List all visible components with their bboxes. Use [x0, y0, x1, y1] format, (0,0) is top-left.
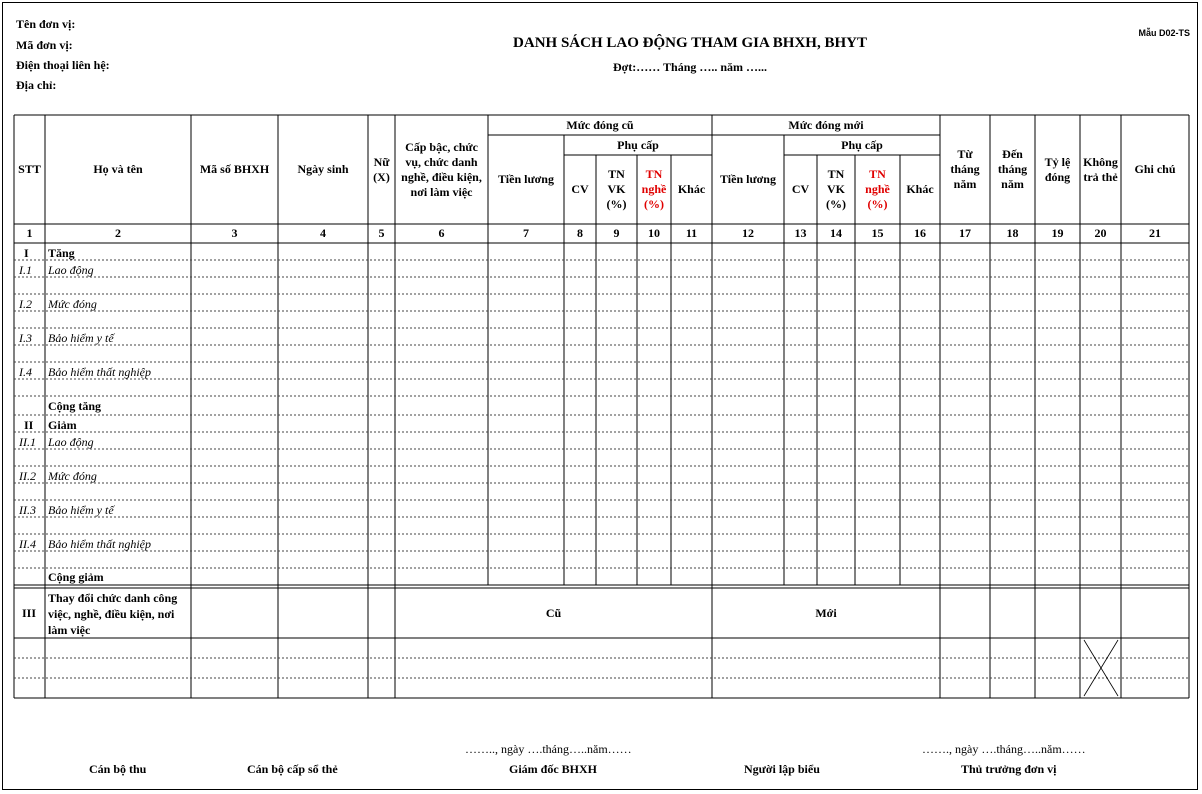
section-roman-change: III: [22, 606, 37, 620]
col-header-to-month: Đến tháng năm: [997, 147, 1028, 191]
col-header-other-new: Khác: [906, 182, 934, 196]
col-header-tnvk-new: TN VK (%): [826, 167, 846, 211]
col-number: 1: [26, 226, 33, 240]
group-header-new: Mức đóng mới: [788, 117, 864, 132]
unit-name-label: Tên đơn vị:: [16, 17, 76, 31]
col-header-position: Cấp bậc, chức vụ, chức danh nghề, điều kiện, nơi làm việc: [401, 139, 482, 199]
col-header-other-old: Khác: [677, 182, 706, 196]
col-header-no-card: Không trả thẻ: [1083, 154, 1118, 184]
col-number: 7: [523, 226, 529, 240]
item-label: Lao động: [48, 263, 94, 277]
col-number: 4: [320, 226, 326, 240]
signer-collector: Cán bộ thu: [89, 762, 147, 776]
col-number: 3: [231, 226, 238, 240]
col-header-from-month: Từ tháng năm: [950, 147, 980, 191]
col-header-note: Ghi chú: [1134, 162, 1176, 176]
col-number: 12: [742, 226, 754, 240]
signer-card-issuer: Cán bộ cấp sổ thẻ: [247, 762, 338, 776]
date-line-left: …….., ngày ….tháng…..năm……: [465, 742, 632, 756]
item-no: II.1: [19, 435, 36, 449]
subgroup-allowance-old: Phụ cấp: [617, 137, 659, 152]
phone-label: Điện thoại liên hệ:: [16, 58, 110, 72]
col-header-female: Nữ (X): [373, 154, 390, 184]
col-number: 19: [1051, 226, 1064, 240]
decrease-total: Cộng giảm: [48, 570, 104, 584]
col-header-salary-old: Tiền lương: [498, 172, 554, 186]
group-header-old: Mức đóng cũ: [566, 117, 634, 132]
col-number: 17: [959, 226, 971, 240]
col-header-tnvk-old: TN VK (%): [606, 167, 627, 211]
col-header-salary-new: Tiền lương: [720, 172, 776, 186]
item-no: I.4: [19, 365, 32, 379]
col-number: 13: [794, 226, 807, 240]
col-number: 11: [685, 226, 698, 240]
section-change: Thay đổi chức danh công việc, nghề, điều kiện, nơi làm việc: [48, 591, 178, 637]
item-label: Bảo hiểm thất nghiệp: [48, 537, 151, 551]
col-number: 8: [577, 226, 583, 240]
change-old-label: Cũ: [545, 605, 562, 620]
subgroup-allowance-new: Phụ cấp: [841, 137, 883, 152]
col-number: 9: [613, 226, 620, 240]
document-title: DANH SÁCH LAO ĐỘNG THAM GIA BHXH, BHYT: [513, 35, 867, 51]
period-label: Đợt:…… Tháng ….. năm …...: [612, 60, 768, 74]
item-label: Bảo hiểm y tế: [48, 331, 114, 345]
col-header-social-id: Mã số BHXH: [199, 162, 270, 176]
col-number: 14: [830, 226, 842, 240]
item-no: I.1: [19, 263, 32, 277]
item-label: Lao động: [48, 435, 94, 449]
col-number: 18: [1006, 226, 1019, 240]
unit-code-label: Mã đơn vị:: [16, 38, 73, 52]
increase-total: Cộng tăng: [48, 399, 102, 413]
item-no: I.3: [19, 331, 32, 345]
item-no: II.4: [19, 537, 36, 551]
col-number: 20: [1094, 226, 1107, 240]
item-label: Bảo hiểm thất nghiệp: [48, 365, 151, 379]
col-header-tn-nghe-old: TN nghề (%): [641, 167, 667, 211]
date-line-right: ……., ngày ….tháng…..năm……: [922, 742, 1086, 756]
item-label: Mức đóng: [48, 297, 97, 311]
change-new-label: Mới: [815, 605, 837, 620]
item-no: II.3: [19, 503, 36, 517]
section-increase: Tăng: [48, 246, 75, 260]
col-number: 5: [378, 226, 385, 240]
col-header-name: Họ và tên: [93, 162, 143, 176]
item-no: II.2: [19, 469, 36, 483]
col-number: 6: [438, 226, 445, 240]
section-roman-decrease: II: [24, 418, 34, 432]
col-number: 2: [115, 226, 121, 240]
col-number: 15: [871, 226, 884, 240]
signer-preparer: Người lập biểu: [744, 762, 820, 776]
item-label: Mức đóng: [48, 469, 97, 483]
item-label: Bảo hiểm y tế: [48, 503, 114, 517]
signer-director: Giám đốc BHXH: [509, 762, 598, 776]
col-number: 10: [648, 226, 660, 240]
col-header-cv-new: CV: [791, 182, 810, 196]
col-header-dob: Ngày sinh: [297, 162, 349, 176]
section-decrease: Giảm: [48, 418, 77, 432]
col-number: 16: [914, 226, 926, 240]
col-header-tn-nghe-new: TN nghề (%): [865, 167, 890, 211]
col-number: 21: [1149, 226, 1161, 240]
item-no: I.2: [19, 297, 32, 311]
address-label: Địa chỉ:: [16, 78, 57, 92]
col-header-rate: Tỷ lệ đóng: [1044, 154, 1071, 184]
signer-unit-head: Thủ trưởng đơn vị: [961, 762, 1057, 776]
col-header-cv-old: CV: [571, 182, 589, 196]
col-header-stt: STT: [18, 162, 41, 176]
form-code: Mẫu D02-TS: [1138, 28, 1190, 38]
section-roman-increase: I: [24, 246, 29, 260]
